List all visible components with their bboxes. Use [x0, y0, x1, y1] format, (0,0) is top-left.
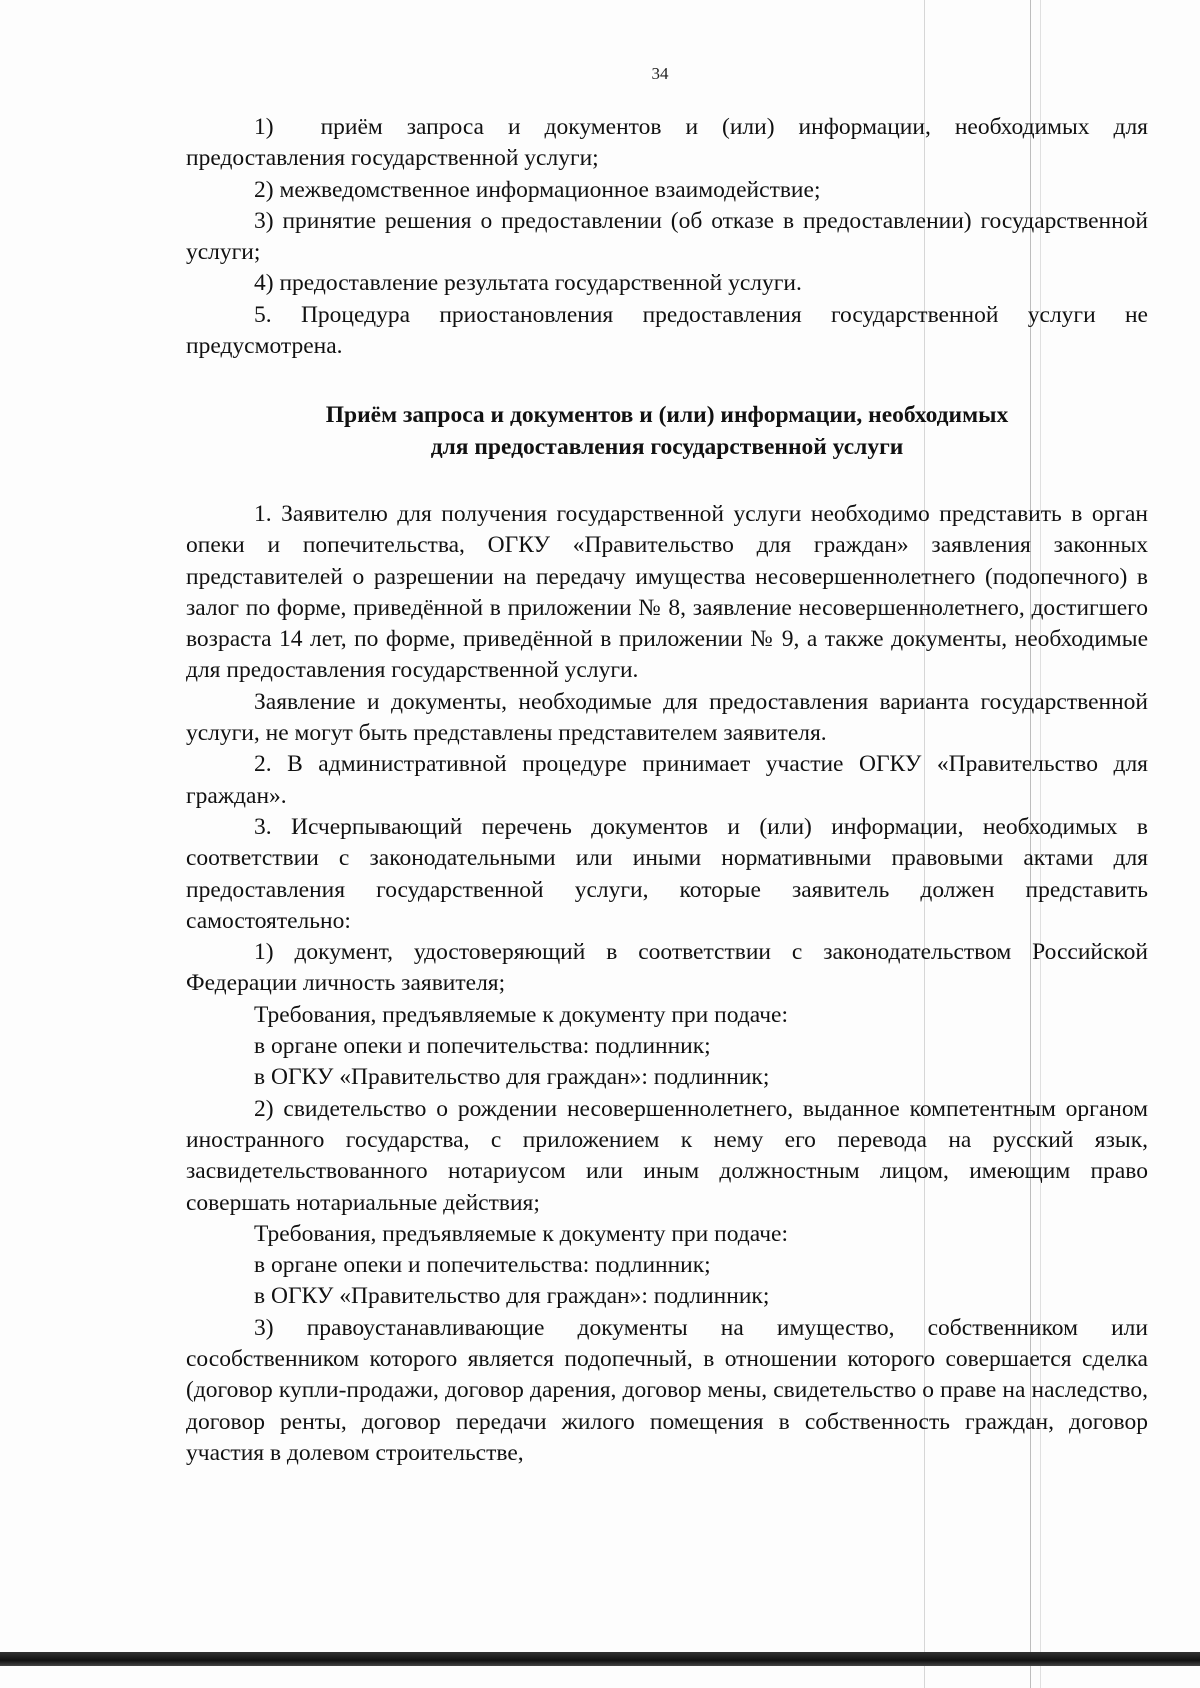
paragraph: 2) свидетельство о рождении несовершеннолетнего, выданное компетентным органом иностранного государства, с приложением к нему его перевода на русский язык, засвидетельствованного нотариусом или иным должностным лицом, имеющим право совершать нотариальные действия; — [186, 1095, 1148, 1216]
paragraph: 1. Заявителю для получения государственной услуги необходимо представить в орган опеки и попечительства, ОГКУ «Правительство для граждан» заявления законных представителей о разрешении на передачу имущества несовершеннолетнего (подопечного) в залог по форме, приведённой в приложении № 8, заявление несовершеннолетнего, достигшего возраста 14 лет, по форме, приведённой в приложении № 9, а также документы, необходимые для предоставления государственной услуги. — [186, 500, 1148, 684]
list-item: 5. Процедура приостановления предоставления государственной услуги не предусмотрена. — [186, 301, 1148, 360]
paragraph: в органе опеки и попечительства: подлинник; — [254, 1033, 711, 1060]
paragraph: 1) документ, удостоверяющий в соответствии с законодательством Российской Федерации личность заявителя; — [186, 939, 1148, 997]
list-item: 1) приём запроса и документов и (или) информации, необходимых для предоставления государственной услуги; — [186, 114, 1148, 172]
scan-bottom-edge — [0, 1652, 1200, 1666]
paragraph: 3) правоустанавливающие документы на имущество, собственником или сособственником которого является подопечный, в отношении которого совершается сделка (договор купли-продажи, договор дарения, договор мены, свидетельство о праве на наследство, договор ренты, договор передачи жилого помещения в собственность граждан, договор участия в долевом строительстве, — [186, 1314, 1148, 1466]
paragraph: в ОГКУ «Правительство для граждан»: подлинник; — [254, 1064, 770, 1091]
list-item: 2) межведомственное информационное взаимодействие; — [254, 176, 821, 203]
paragraph: Требования, предъявляемые к документу при подаче: — [254, 1001, 788, 1028]
paragraph: в ОГКУ «Правительство для граждан»: подлинник; — [254, 1283, 770, 1310]
list-item: 4) предоставление результата государственной услуги. — [254, 270, 802, 297]
paragraph: в органе опеки и попечительства: подлинник; — [254, 1252, 711, 1279]
list-item: 3) принятие решения о предоставлении (об отказе в предоставлении) государственной услуги; — [186, 207, 1148, 266]
page-number: 34 — [651, 64, 669, 83]
paragraph: Требования, предъявляемые к документу при подаче: — [254, 1220, 788, 1247]
section-heading-line: для предоставления государственной услуги — [430, 433, 904, 460]
paragraph: Заявление и документы, необходимые для предоставления варианта государственной услуги, не могут быть представлены представителем заявителя. — [186, 688, 1148, 747]
section-heading-line: Приём запроса и документов и (или) информации, необходимых — [325, 402, 1009, 429]
section-heading — [186, 400, 1148, 463]
paragraph: 2. В административной процедуре принимает участие ОГКУ «Правительство для граждан». — [186, 751, 1148, 809]
document-body — [186, 112, 1148, 1469]
paragraph: 3. Исчерпывающий перечень документов и (или) информации, необходимых в соответствии с законодательными или иными нормативными правовыми актами для предоставления государственной услуги, которые заявитель должен представить самостоятельно: — [186, 813, 1148, 934]
